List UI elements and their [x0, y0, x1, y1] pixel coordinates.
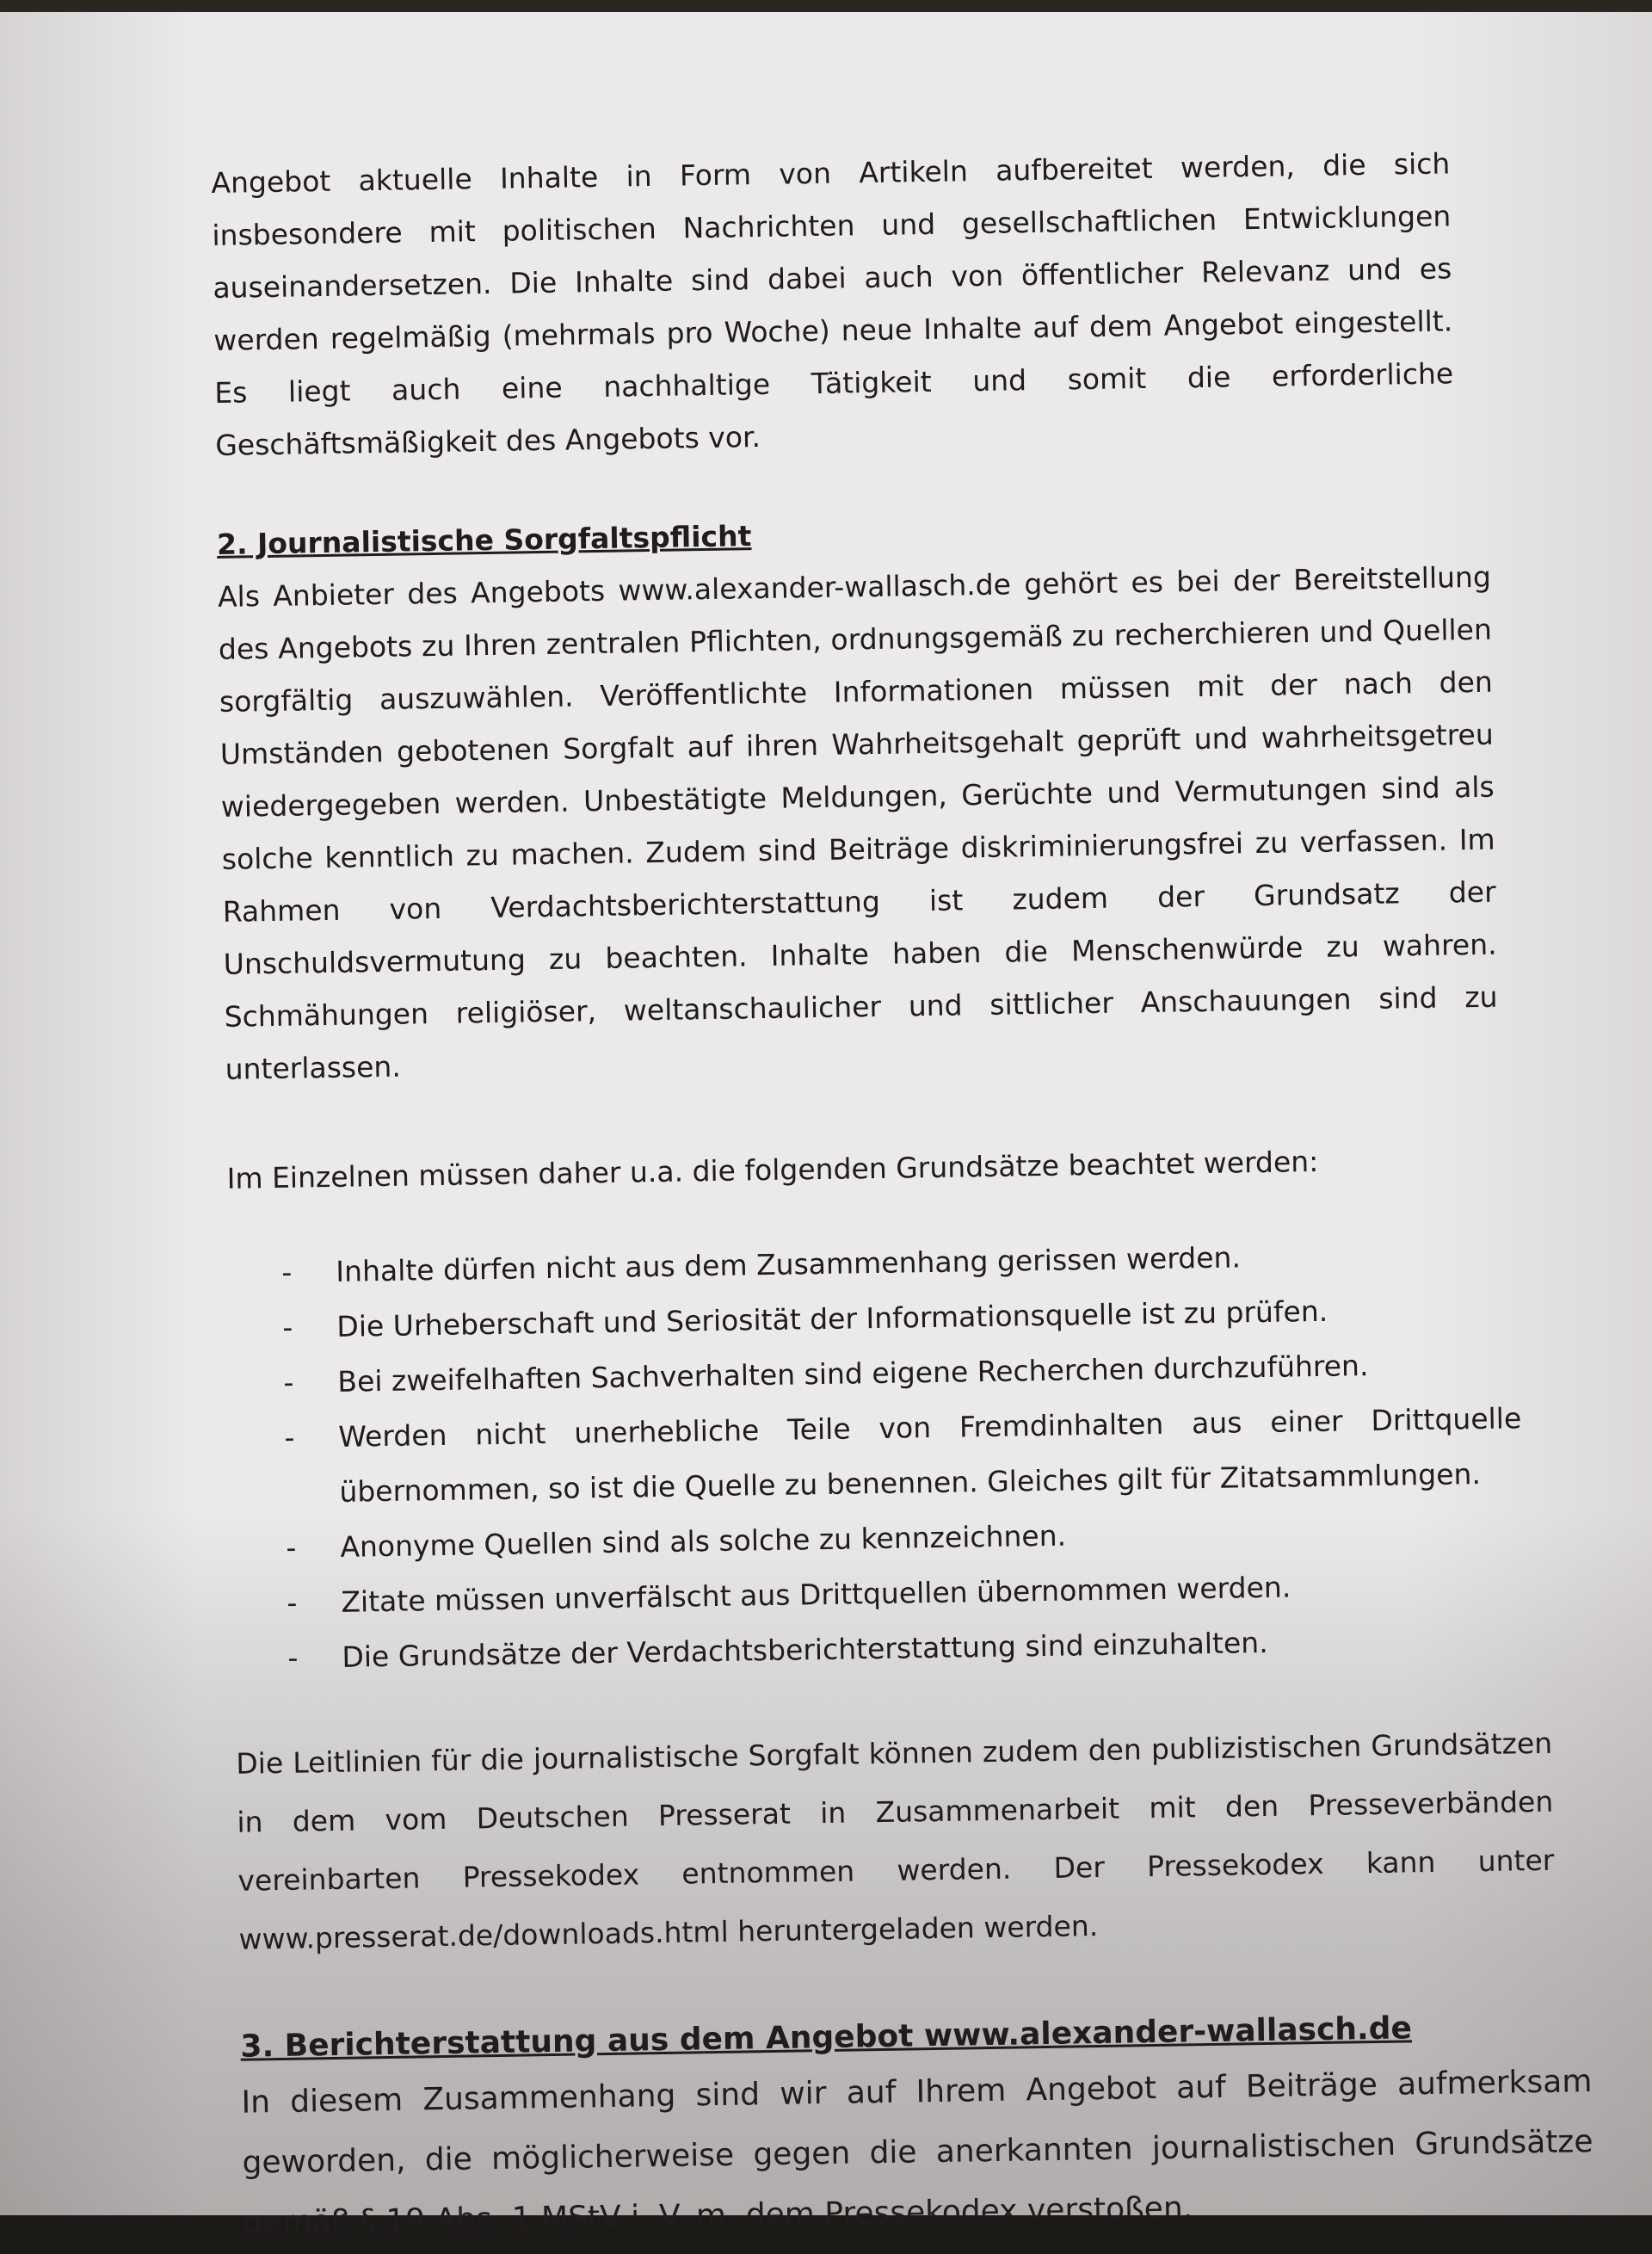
rules-list	[228, 1226, 1526, 1686]
bullet-dash: -	[281, 1255, 293, 1289]
rule-text: Zitate müssen unverfälscht aus Drittquellen übernommen werden.	[341, 1570, 1291, 1619]
bullet-dash: -	[283, 1365, 294, 1399]
bullet-dash: -	[287, 1585, 298, 1620]
document-body	[211, 136, 1593, 2254]
rule-text: Die Grundsätze der Verdachtsberichterstattung sind einzuhalten.	[342, 1625, 1268, 1674]
reporting-paragraph: In diesem Zusammenhang sind wir auf Ihrem Angebot auf Beiträge aufmerksam geworden, die möglicherweise gegen die anerkannten journalistischen Grundsätze gemäß § 19 Abs. 1 MStV i. V. m. dem Pressekodex verstoßen.	[241, 2064, 1593, 2241]
rule-text: Die Urheberschaft und Seriosität der Informationsquelle ist zu prüfen.	[336, 1294, 1328, 1343]
intro-paragraph: Angebot aktuelle Inhalte in Form von Artikeln aufbereitet werden, die sich insbesondere mit politischen Nachrichten und gesellschaftlichen Entwicklungen auseinandersetzen. Die Inhalte sind dabei auch von öffentlicher Relevanz und es werden regelmäßig (mehrmals pro Woche) neue Inhalte auf dem Angebot eingestellt. Es liegt auch eine nachhaltige Tätigkeit und somit die erforderliche Geschäftsmäßigkeit des Angebots vor.	[211, 146, 1454, 462]
bullet-dash: -	[286, 1530, 297, 1565]
rule-text: Anonyme Quellen sind als solche zu kennzeichnen.	[340, 1518, 1067, 1564]
list-item	[231, 1391, 1523, 1522]
section-heading-2: 2. Journalistische Sorgfaltspflicht	[216, 519, 752, 561]
rule-text: Inhalte dürfen nicht aus dem Zusammenhang gerissen werden.	[336, 1240, 1242, 1288]
rule-text: Werden nicht unerhebliche Teile von Fremdinhalten aus einer Drittquelle übernommen, so ist die Quelle zu benennen. Gleiches gilt für Zitatsammlungen.	[338, 1401, 1522, 1509]
section-heading-3: 3. Berichterstattung aus dem Angebot www.alexander-wallasch.de	[240, 2010, 1413, 2065]
bullet-dash: -	[287, 1640, 299, 1675]
bullet-dash: -	[284, 1420, 295, 1454]
rule-text: Bei zweifelhaften Sachverhalten sind eigene Recherchen durchzuführen.	[337, 1349, 1369, 1399]
bullet-dash: -	[282, 1310, 293, 1344]
guidelines-paragraph: Die Leitlinien für die journalistische Sorgfalt können zudem den publizistischen Grundsätzen in dem vom Deutschen Presserat in Zusammenarbeit mit den Presseverbänden vereinbarten Pressekodex entnommen werden. Der Pressekodex kann unter www.presserat.de/downloads.html heruntergeladen werden.	[236, 1726, 1555, 1956]
duty-paragraph: Als Anbieter des Angebots www.alexander-wallasch.de gehört es bei der Bereitstellung des Angebots zu Ihren zentralen Pflichten, ordnungsgemäß zu recherchieren und Quellen sorgfältig auszuwählen. Veröffentlichte Informationen müssen mit der nach den Umständen gebotenen Sorgfalt auf ihren Wahrheitsgehalt geprüft und wahrheitsgetreu wiedergegeben werden. Unbestätigte Meldungen, Gerüchte und Vermutungen sind als solche kenntlich zu machen. Zudem sind Beiträge diskriminierungsfrei zu verfassen. Im Rahmen von Verdachtsberichterstattung ist zudem der Grundsatz der Unschuldsvermutung zu beachten. Inhalte haben die Menschenwürde zu wahren. Schmähungen religiöser, weltanschaulicher und sittlicher Anschauungen sind zu unterlassen.	[217, 559, 1498, 1086]
paper-sheet	[0, 12, 1652, 2241]
rules-lead: Im Einzelnen müssen daher u.a. die folgenden Grundsätze beachtet werden:	[226, 1144, 1319, 1195]
